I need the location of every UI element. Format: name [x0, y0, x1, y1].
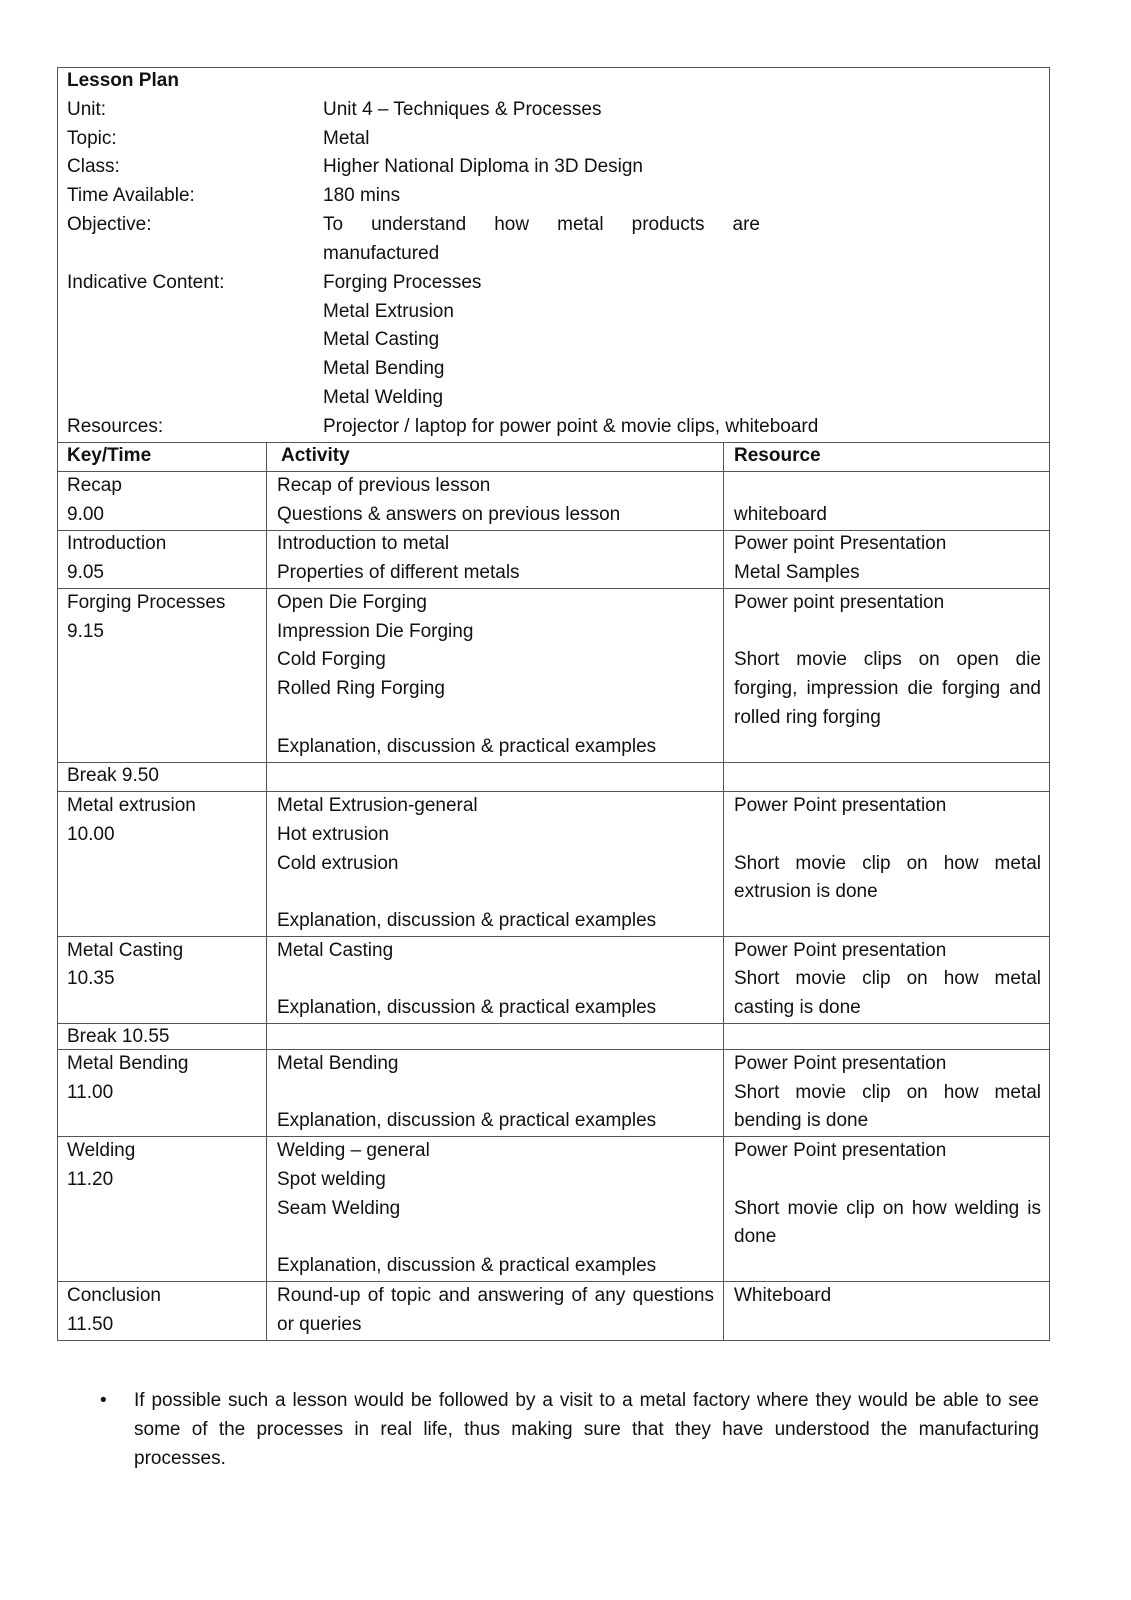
indicative-content-item: Metal Casting [323, 329, 440, 350]
activity-line: Questions & answers on previous lesson [277, 504, 621, 525]
time-cell: 9.05 [67, 562, 104, 583]
column-header-key-time: Key/Time [67, 445, 152, 466]
activity-line: or queries [277, 1314, 362, 1335]
resource-line: done [734, 1226, 777, 1247]
column-header-resource: Resource [734, 445, 821, 466]
field-value-unit: Unit 4 – Techniques & Processes [323, 99, 602, 120]
resource-line: bending is done [734, 1110, 869, 1131]
key-cell: Conclusion [67, 1285, 161, 1306]
resource-line: Power Point presentation [734, 1140, 947, 1161]
time-cell: 9.00 [67, 504, 104, 525]
field-value-resources: Projector / laptop for power point & movie clips, whiteboard [323, 416, 819, 437]
activity-line: Recap of previous lesson [277, 475, 491, 496]
field-label-class: Class: [67, 156, 120, 177]
column-divider [266, 442, 267, 1340]
resource-line: Short movie clips on open die [734, 649, 1041, 670]
key-cell: Metal extrusion [67, 795, 196, 816]
field-label-unit: Unit: [67, 99, 107, 120]
column-divider [723, 442, 724, 1340]
resource-line: Metal Samples [734, 562, 860, 583]
time-cell: 11.00 [67, 1082, 114, 1103]
activity-line: Metal Extrusion-general [277, 795, 478, 816]
resource-line: Power Point presentation [734, 795, 947, 816]
key-cell: Forging Processes [67, 592, 226, 613]
resource-line: Power point presentation [734, 592, 945, 613]
resource-line: Power Point presentation [734, 940, 947, 961]
resource-line: whiteboard [734, 504, 827, 525]
indicative-content-item: Metal Extrusion [323, 301, 454, 322]
key-cell: Recap [67, 475, 122, 496]
footnote-text: If possible such a lesson would be followed by a visit to a metal factory where they would be able to see some of the processes in real life, thus making sure that they have understood the manufacturing processes. [134, 1390, 1039, 1469]
activity-line: Impression Die Forging [277, 621, 474, 642]
resource-line: Power point Presentation [734, 533, 947, 554]
activity-line: Hot extrusion [277, 824, 389, 845]
field-label-topic: Topic: [67, 128, 117, 149]
row-divider [57, 442, 1050, 443]
field-value-objective-line1: To understand how metal products are [323, 214, 760, 235]
break-cell: Break 10.55 [67, 1026, 170, 1047]
resource-line: rolled ring forging [734, 707, 881, 728]
activity-line: Properties of different metals [277, 562, 520, 583]
field-value-class: Higher National Diploma in 3D Design [323, 156, 643, 177]
row-divider [57, 1023, 1050, 1024]
activity-line: Cold Forging [277, 649, 386, 670]
resource-line: forging, impression die forging and [734, 678, 1041, 699]
time-cell: 10.35 [67, 968, 115, 989]
field-value-topic: Metal [323, 128, 370, 149]
resource-line: Power Point presentation [734, 1053, 947, 1074]
activity-line: Cold extrusion [277, 853, 399, 874]
time-cell: 11.50 [67, 1314, 114, 1335]
lesson-plan-title: Lesson Plan [67, 70, 179, 91]
key-cell: Introduction [67, 533, 167, 554]
time-cell: 11.20 [67, 1169, 114, 1190]
field-label-resources: Resources: [67, 416, 164, 437]
resource-line: Short movie clip on how metal [734, 853, 1041, 874]
activity-line: Seam Welding [277, 1198, 401, 1219]
activity-line: Welding – general [277, 1140, 430, 1161]
activity-line: Explanation, discussion & practical examples [277, 1110, 657, 1131]
resource-line: Short movie clip on how welding is [734, 1198, 1041, 1219]
activity-line: Open Die Forging [277, 592, 427, 613]
row-divider [57, 471, 1050, 472]
resource-line: Short movie clip on how metal [734, 1082, 1041, 1103]
time-cell: 10.00 [67, 824, 115, 845]
key-cell: Welding [67, 1140, 136, 1161]
row-divider [57, 762, 1050, 763]
bullet-icon: • [100, 1390, 107, 1411]
activity-line: Explanation, discussion & practical examples [277, 997, 657, 1018]
resource-line: Whiteboard [734, 1285, 832, 1306]
activity-line: Explanation, discussion & practical examples [277, 1255, 657, 1276]
resource-line: casting is done [734, 997, 861, 1018]
activity-line: Explanation, discussion & practical examples [277, 736, 657, 757]
indicative-content-item: Metal Bending [323, 358, 445, 379]
column-header-activity: Activity [281, 445, 350, 466]
activity-line: Rolled Ring Forging [277, 678, 445, 699]
resource-line: Short movie clip on how metal [734, 968, 1041, 989]
activity-line: Explanation, discussion & practical examples [277, 910, 657, 931]
field-label-objective: Objective: [67, 214, 152, 235]
field-value-time: 180 mins [323, 185, 401, 206]
activity-line: Introduction to metal [277, 533, 450, 554]
indicative-content-item: Forging Processes [323, 272, 482, 293]
key-cell: Metal Bending [67, 1053, 189, 1074]
resource-line: extrusion is done [734, 881, 878, 902]
activity-line: Round-up of topic and answering of any questions [277, 1285, 714, 1306]
activity-line: Spot welding [277, 1169, 386, 1190]
field-label-indicative-content: Indicative Content: [67, 272, 225, 293]
activity-line: Metal Bending [277, 1053, 399, 1074]
time-cell: 9.15 [67, 621, 104, 642]
field-label-time: Time Available: [67, 185, 195, 206]
key-cell: Metal Casting [67, 940, 184, 961]
activity-line: Metal Casting [277, 940, 394, 961]
break-cell: Break 9.50 [67, 765, 159, 786]
indicative-content-item: Metal Welding [323, 387, 444, 408]
field-value-objective-line2: manufactured [323, 243, 440, 264]
